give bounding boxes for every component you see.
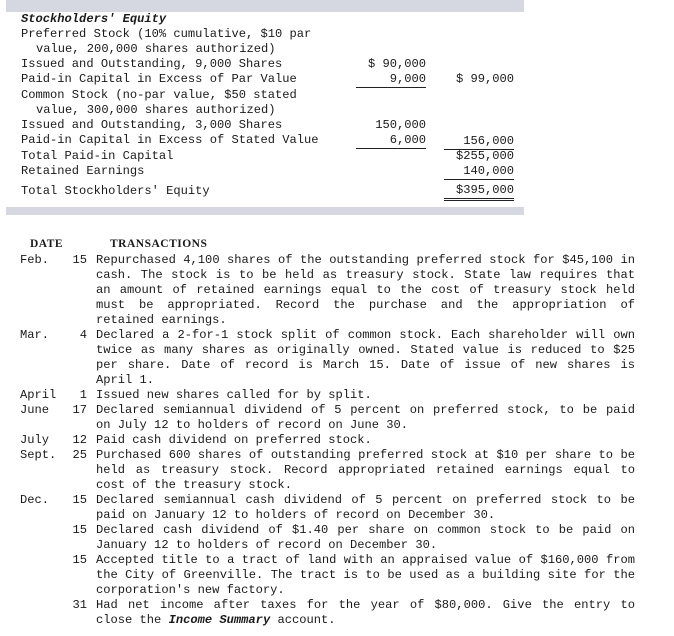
transaction-text: Accepted title to a tract of land with an appraised value of $160,000 from the City of Greenville. The tract is to be used as a building site for the corporation's new factory.	[96, 553, 635, 597]
transaction-text: Issued new shares called for by split.	[96, 388, 372, 402]
equity-line: Total Paid-in Capital	[21, 149, 174, 163]
equity-line: Issued and Outstanding, 9,000 Shares	[21, 57, 283, 71]
transaction-month: Mar.	[20, 328, 50, 342]
equity-line: Paid-in Capital in Excess of Par Value	[21, 72, 297, 86]
transaction-month: Dec.	[20, 493, 50, 507]
top-rule	[6, 0, 524, 12]
transaction-text: Purchased 600 shares of outstanding preferred stock at $10 per share to be held as treasury stock. Record appropriated retained earnings equal to cost of the treasury stock.	[96, 448, 635, 492]
transaction-month: Feb.	[20, 253, 50, 267]
equity-line: Common Stock (no-par value, $50 stated	[21, 88, 297, 102]
date-header: DATE	[30, 238, 64, 250]
transaction-text: Repurchased 4,100 shares of the outstanding preferred stock for $45,100 in cash. The stock is to be held as treasury stock. State law requires that an amount of retained earnings equal to the cost of treasury stock held must be appropriated. Record the purchase and the appropriation of retained earnings.	[96, 253, 635, 327]
transaction-day: 12	[72, 433, 87, 447]
transaction-text-tail: account.	[277, 613, 336, 627]
transaction-text-lead: Had net income after taxes for the year of $80,000. Give the entry to close the	[96, 598, 635, 627]
equity-line: value, 300,000 shares authorized)	[36, 103, 276, 117]
equity-line: value, 200,000 shares authorized)	[36, 42, 276, 56]
transaction-month: Sept.	[20, 448, 57, 462]
equity-line: Preferred Stock (10% cumulative, $10 par	[21, 27, 312, 41]
transaction-day: 15	[72, 553, 87, 567]
amount-pref-excess: 9,000	[356, 72, 426, 88]
transaction-day: 4	[79, 328, 87, 342]
transaction-text: Declared semiannual dividend of 5 percent on preferred stock, to be paid on July 12 to holders of record on June 30.	[96, 403, 635, 432]
transaction-day: 15	[72, 523, 87, 537]
transaction-day: 25	[72, 448, 87, 462]
equity-line: Total Stockholders' Equity	[21, 184, 210, 198]
transaction-day: 17	[72, 403, 87, 417]
transaction-day: 31	[72, 598, 87, 612]
transaction-text: Declared a 2-for-1 stock split of common stock. Each shareholder will own twice as many shares as originally owned. Stated value is reduced to $25 per share. Date of record is March 15. Date of issue of new shares is April 1.	[96, 328, 635, 387]
transaction-month: June	[20, 403, 50, 417]
equity-line: Retained Earnings	[21, 164, 145, 178]
transaction-day: 1	[79, 388, 87, 402]
transaction-day: 15	[72, 253, 87, 267]
income-summary-emphasis: Income Summary	[168, 613, 271, 627]
transaction-text: Paid cash dividend on preferred stock.	[96, 433, 372, 447]
transaction-text	[96, 598, 635, 628]
amount-common-excess: 6,000	[356, 133, 426, 149]
amount-retained-earnings: 140,000	[444, 164, 514, 180]
transaction-month: April	[20, 388, 57, 402]
amount-total-paid-in: $255,000	[455, 149, 514, 163]
amount-common-total: 156,000	[444, 134, 514, 150]
equity-line: Paid-in Capital in Excess of Stated Value	[21, 133, 319, 147]
amount-pref-total: $ 99,000	[455, 72, 514, 86]
bottom-rule	[6, 207, 524, 215]
transaction-text: Declared cash dividend of $1.40 per share on common stock to be paid on January 12 to holders of record on December 30.	[96, 523, 635, 552]
amount-common-issued: 150,000	[375, 118, 426, 132]
equity-line: Issued and Outstanding, 3,000 Shares	[21, 118, 283, 132]
transactions-header: TRANSACTIONS	[110, 238, 208, 250]
transaction-day: 15	[72, 493, 87, 507]
amount-total-equity: $395,000	[444, 183, 514, 201]
transaction-text: Declared semiannual cash dividend of 5 percent on preferred stock to be paid on January 12 to holders of record on December 30.	[96, 493, 635, 522]
amount-pref-issued: $ 90,000	[367, 57, 426, 71]
equity-heading: Stockholders' Equity	[21, 12, 167, 26]
stockholders-equity-section	[6, 12, 524, 205]
transaction-month: July	[20, 433, 50, 447]
